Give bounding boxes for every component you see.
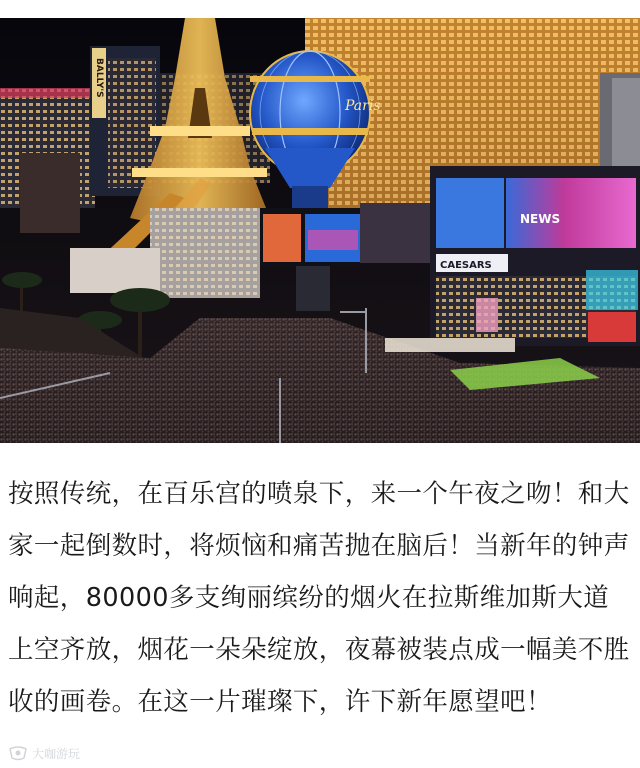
- right-billboard-building: [430, 166, 640, 346]
- watermark-logo-icon: [8, 745, 28, 761]
- watermark-text: 大咖游玩: [32, 746, 81, 761]
- news-billboard-text: NEWS: [520, 212, 561, 226]
- balloon-sign-text: Paris: [345, 98, 381, 114]
- las-vegas-night-scene: [0, 18, 640, 443]
- caesars-sign: CAESARS: [440, 260, 492, 271]
- article-paragraph: 按照传统，在百乐宫的喷泉下，来一个午夜之吻！和大家一起倒数时，将烦恼和痛苦抛在脑后！当新年的钟声响起，80000多支绚丽缤纷的烟火在拉斯维加斯大道上空齐放，烟花一朵朵绽放，夜幕被装点成一幅美不胜收的画卷。在这一片璀璨下，许下新年愿望吧！: [8, 479, 630, 717]
- ballys-sign: BALLY'S: [94, 58, 104, 98]
- hero-photo: [0, 18, 640, 443]
- watermark: [8, 742, 80, 764]
